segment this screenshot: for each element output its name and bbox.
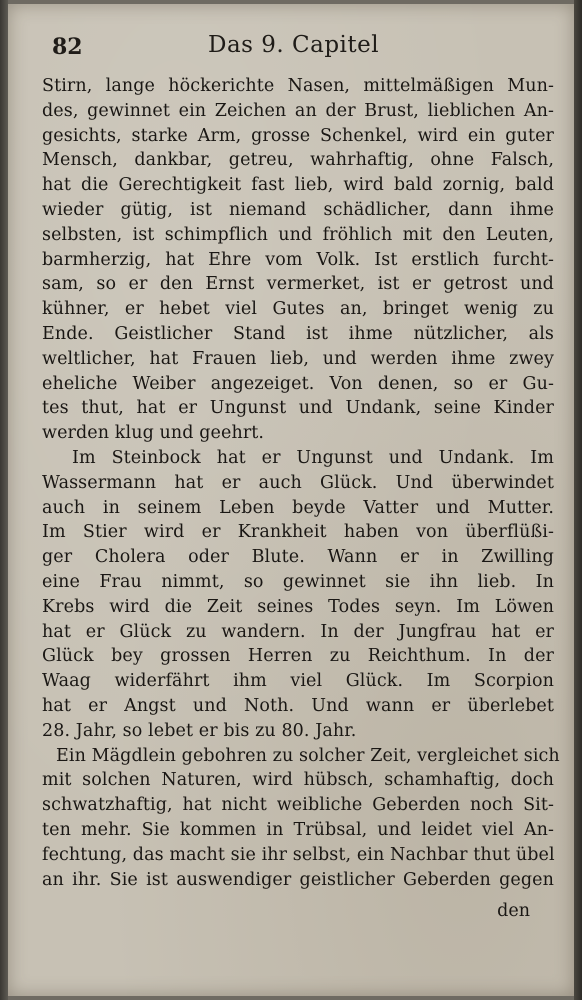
paragraph-start-line: Ein Mägdlein gebohren zu solcher Zeit, vergleichet sich [56, 745, 560, 766]
text-line: weltlicher, hat Frauen lieb, und werden ihme zwey [42, 348, 554, 369]
text-line: barmherzig, hat Ehre vom Volk. Ist erstlich furcht- [42, 249, 554, 270]
text-line: Krebs wird die Zeit seines Todes seyn. Im Löwen [42, 596, 554, 617]
text-line: ten mehr. Sie kommen in Trübsal, und leidet viel An- [42, 819, 554, 840]
text-line: an ihr. Sie ist auswendiger geistlicher Geberden gegen [42, 869, 554, 890]
text-line: Mensch, dankbar, getreu, wahrhaftig, ohne Falsch, [42, 150, 554, 171]
paragraph-start-line: Im Steinbock hat er Ungunst und Undank. Im [72, 447, 554, 468]
page-number: 82 [52, 34, 83, 60]
text-line: Glück bey grossen Herren zu Reichthum. In der [42, 646, 554, 667]
text-line: sam, so er den Ernst vermerket, ist er getrost und [42, 274, 554, 295]
text-line: mit solchen Naturen, wird hübsch, schamhaftig, doch [42, 770, 554, 791]
text-line: ger Cholera oder Blute. Wann er in Zwilling [42, 547, 554, 568]
text-line: fechtung, das macht sie ihr selbst, ein Nachbar thut übel [42, 844, 555, 865]
running-head: Das 9. Capitel [208, 32, 380, 58]
text-line: Waag widerfährt ihm viel Glück. Im Scorpion [42, 671, 554, 692]
text-line: hat er Glück zu wandern. In der Jungfrau hat er [42, 621, 554, 642]
book-gutter-shadow [0, 0, 8, 1000]
text-line: werden klug und geehrt. [42, 423, 265, 444]
catchword: den [497, 901, 530, 921]
text-line: hat die Gerechtigkeit fast lieb, wird bald zornig, bald [42, 175, 554, 196]
book-page [8, 4, 574, 996]
text-line: Im Stier wird er Krankheit haben von überflüßi- [42, 522, 554, 543]
text-line: eine Frau nimmt, so gewinnet sie ihn lieb. In [42, 571, 554, 592]
text-line: eheliche Weiber angezeiget. Von denen, so er Gu- [42, 373, 554, 394]
text-line: Stirn, lange höckerichte Nasen, mittelmäßigen Mun- [42, 76, 554, 96]
text-line: Ende. Geistlicher Stand ist ihme nützlicher, als [42, 323, 554, 344]
text-line: wieder gütig, ist niemand schädlicher, dann ihme [42, 199, 554, 220]
text-line: tes thut, hat er Ungunst und Undank, seine Kinder [42, 398, 554, 419]
text-line: hat er Angst und Noth. Und wann er überlebet [42, 695, 554, 716]
text-line: Wassermann hat er auch Glück. Und überwindet [42, 472, 554, 493]
text-line: schwatzhaftig, hat nicht weibliche Geberden noch Sit- [42, 795, 554, 816]
text-line: des, gewinnet ein Zeichen an der Brust, lieblichen An- [42, 100, 554, 121]
text-line: kühner, er hebet viel Gutes an, bringet wenig zu [42, 299, 554, 320]
text-line: selbsten, ist schimpflich und fröhlich mit den Leuten, [42, 224, 554, 245]
body-text [42, 74, 560, 892]
text-line: auch in seinem Leben beyde Vatter und Mutter. [42, 497, 554, 518]
book-edge-shadow [574, 0, 582, 1000]
text-line: gesichts, starke Arm, grosse Schenkel, wird ein guter [42, 125, 554, 146]
text-line: 28. Jahr, so lebet er bis zu 80. Jahr. [42, 720, 357, 741]
